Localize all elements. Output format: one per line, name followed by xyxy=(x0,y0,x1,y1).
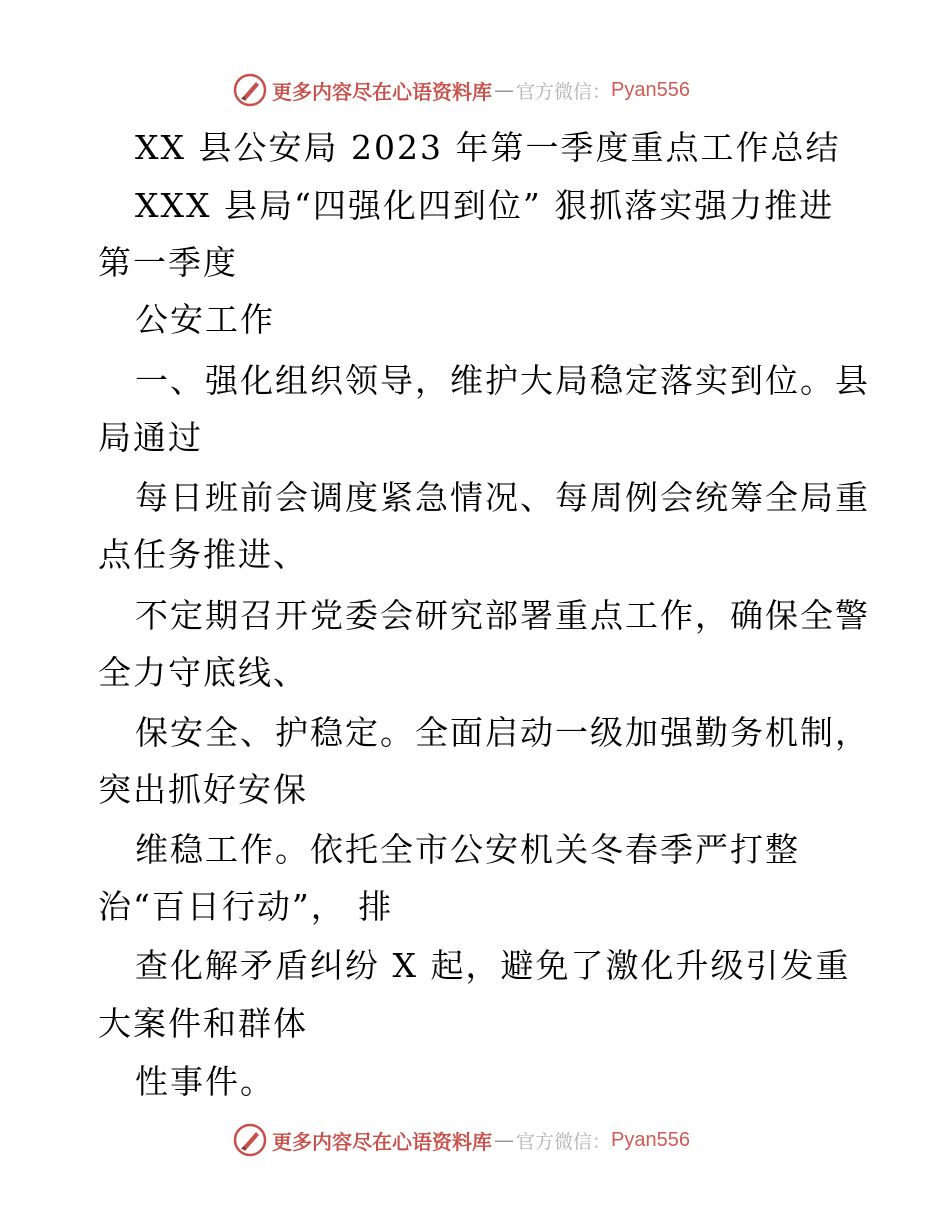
pen-logo-icon xyxy=(232,1122,268,1158)
document-line: 突出抓好安保 xyxy=(98,770,308,809)
pen-logo-icon xyxy=(232,72,268,108)
watermark-wechat-label: 官方微信： xyxy=(516,80,612,103)
document-line: 全力守底线、 xyxy=(98,653,308,692)
document-subtitle: XXX 县局“四强化四到位” 狠抓落实强力推进 xyxy=(135,186,835,225)
section-heading-1: 一、强化组织领导，维护大局稳定落实到位。县 xyxy=(135,361,870,400)
document-title: XX 县公安局 2023 年第一季度重点工作总结 xyxy=(135,128,841,167)
document-line: 维稳工作。依托全市公安机关冬春季严打整 xyxy=(135,830,800,869)
document-line: 点任务推进、 xyxy=(98,535,308,574)
watermark-dash: — xyxy=(494,78,514,102)
document-line: 不定期召开党委会研究部署重点工作，确保全警 xyxy=(135,596,870,635)
document-line: 保安全、护稳定。全面启动一级加强勤务机制， xyxy=(135,713,870,752)
document-line: 查化解矛盾纠纷 X 起，避免了激化升级引发重 xyxy=(135,946,851,985)
document-line: 性事件。 xyxy=(135,1062,275,1101)
document-line: 治“百日行动”， 排 xyxy=(98,887,394,926)
document-line: 大案件和群体 xyxy=(98,1004,308,1043)
watermark-text: 更多内容尽在心语资料库 xyxy=(272,1129,492,1154)
watermark-text: 更多内容尽在心语资料库 xyxy=(272,79,492,104)
watermark-footer xyxy=(232,1120,690,1160)
watermark-header xyxy=(232,70,690,110)
watermark-dash: — xyxy=(494,1128,514,1152)
document-line: 每日班前会调度紧急情况、每周例会统筹全局重 xyxy=(135,478,870,517)
watermark-wechat-label: 官方微信： xyxy=(516,1130,612,1153)
document-line: 公安工作 xyxy=(135,300,275,339)
watermark-wechat-id: Pyan556 xyxy=(611,78,690,101)
document-line: 局通过 xyxy=(98,418,203,457)
document-line: 第一季度 xyxy=(98,243,238,282)
watermark-wechat-id: Pyan556 xyxy=(611,1128,690,1151)
